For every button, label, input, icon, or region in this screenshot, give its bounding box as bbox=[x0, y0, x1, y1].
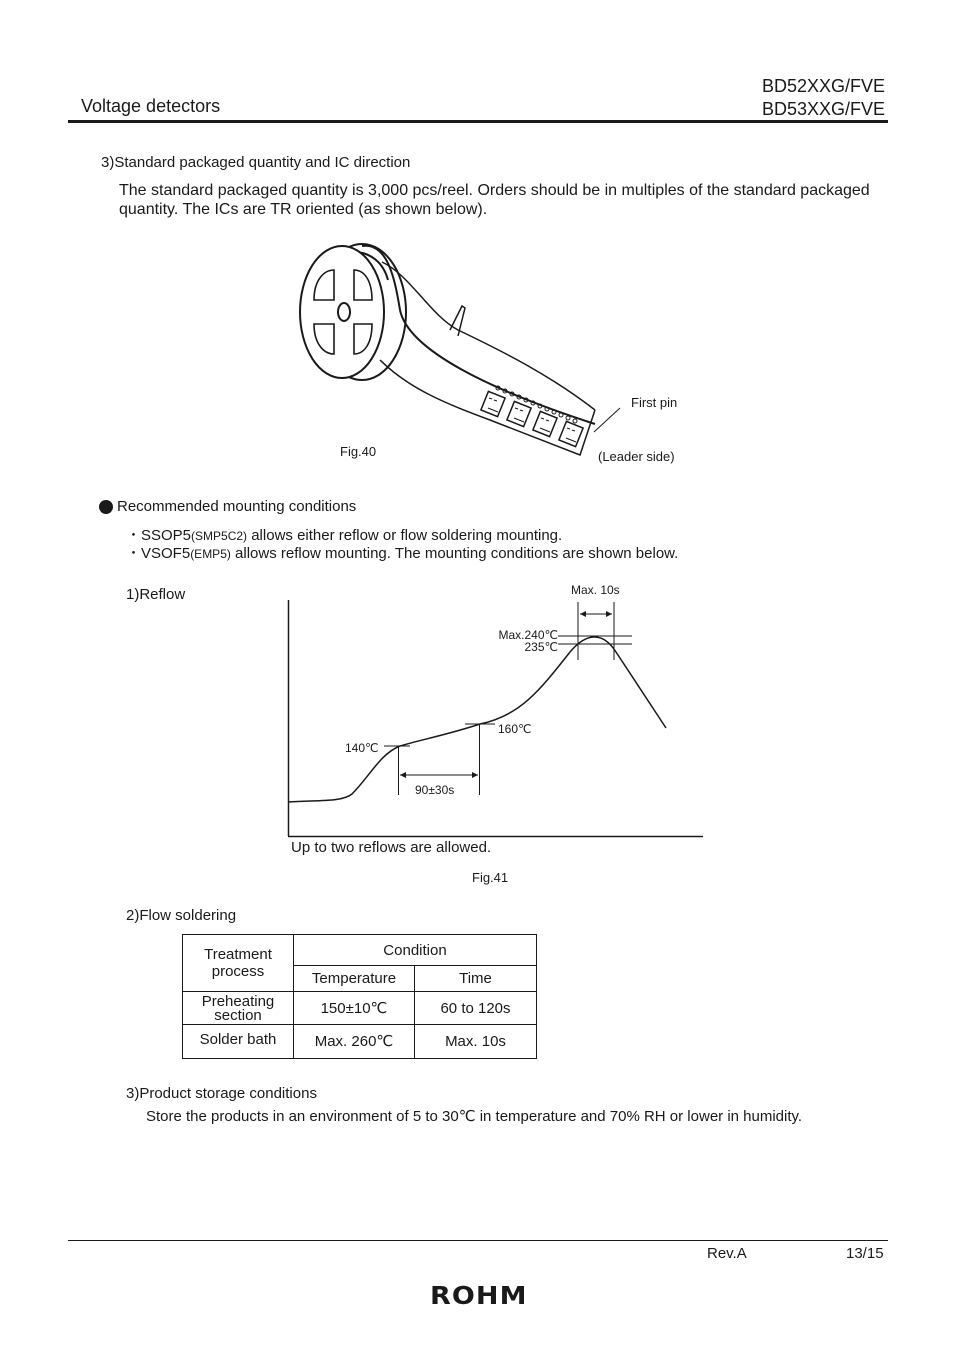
reflow-preheat-time-label: 90±30s bbox=[415, 783, 455, 797]
mounting-heading: Recommended mounting conditions bbox=[117, 498, 357, 515]
flow-soldering-table bbox=[182, 934, 537, 1059]
reflow-max-time-label: Max. 10s bbox=[571, 583, 620, 597]
table-row bbox=[183, 992, 537, 1025]
header-rule bbox=[68, 120, 888, 123]
fig41-label: Fig.41 bbox=[472, 870, 509, 885]
reflow-max-temp-label: Max.240℃ bbox=[498, 628, 558, 642]
storage-heading: 3)Product storage conditions bbox=[126, 1085, 317, 1102]
part-number-2: BD53XXG/FVE bbox=[761, 99, 885, 119]
leader-side-label: (Leader side) bbox=[598, 449, 675, 464]
reflow-heading: 1)Reflow bbox=[126, 586, 186, 603]
packaging-heading: 3)Standard packaged quantity and IC direction bbox=[101, 154, 411, 171]
reflow-140-label: 140℃ bbox=[345, 741, 379, 755]
row-temperature: Max. 260℃ bbox=[294, 1025, 415, 1059]
packaging-body-line2: quantity. The ICs are TR oriented (as shown below). bbox=[119, 201, 488, 218]
row-time: 60 to 120s bbox=[415, 992, 537, 1025]
header-time: Time bbox=[415, 966, 537, 992]
packaging-body-line1: The standard packaged quantity is 3,000 pcs/reel. Orders should be in multiples of the standard packaged bbox=[119, 182, 870, 199]
reflow-235-label: 235℃ bbox=[524, 640, 558, 654]
header-temperature: Temperature bbox=[294, 966, 415, 992]
table-row bbox=[183, 1025, 537, 1059]
row-temperature: 150±10℃ bbox=[294, 992, 415, 1025]
row-process: Solder bath bbox=[183, 1025, 294, 1059]
mounting-item-ssop5: ・SSOP5(SMP5C2) allows either reflow or flow soldering mounting. bbox=[126, 527, 563, 544]
row-process: Preheating section bbox=[183, 992, 294, 1025]
section-bullet bbox=[99, 500, 113, 514]
section-title: Voltage detectors bbox=[81, 96, 221, 116]
revision-label: Rev.A bbox=[707, 1245, 747, 1262]
footer-rule bbox=[68, 1240, 888, 1241]
header-treatment-process: Treatment process bbox=[183, 935, 294, 992]
part-number-1: BD52XXG/FVE bbox=[761, 76, 885, 96]
first-pin-label: First pin bbox=[631, 395, 678, 410]
rohm-logo: ROHM bbox=[430, 1281, 528, 1310]
fig40-label: Fig.40 bbox=[340, 444, 377, 459]
flow-heading: 2)Flow soldering bbox=[126, 907, 237, 924]
mounting-item-vsof5: ・VSOF5(EMP5) allows reflow mounting. The mounting conditions are shown below. bbox=[126, 545, 679, 562]
reflow-160-label: 160℃ bbox=[498, 722, 532, 736]
page-number: 13/15 bbox=[846, 1245, 884, 1262]
row-time: Max. 10s bbox=[415, 1025, 537, 1059]
reflow-profile-diagram bbox=[280, 580, 720, 850]
reflow-note: Up to two reflows are allowed. bbox=[291, 839, 492, 856]
header-condition: Condition bbox=[294, 935, 537, 966]
storage-body: Store the products in an environment of 5 to 30℃ in temperature and 70% RH or lower in humidity. bbox=[146, 1108, 803, 1125]
